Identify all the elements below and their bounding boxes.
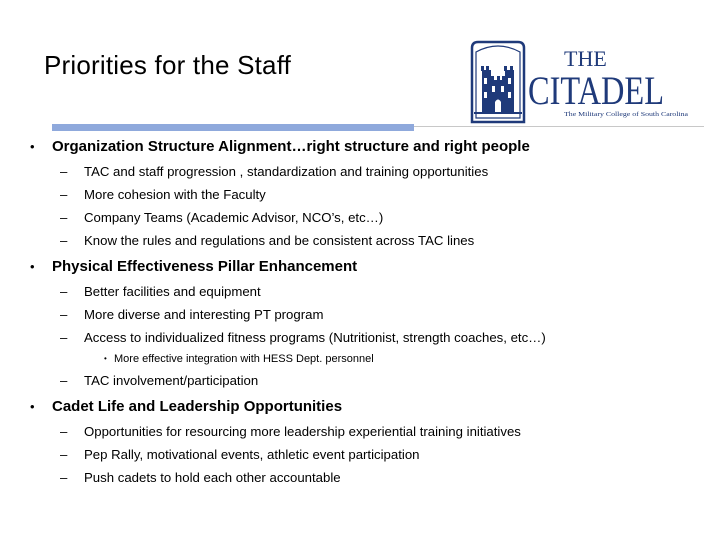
list-item [24,443,704,466]
dash-icon: – [60,330,68,345]
list-item-text: Push cadets to hold each other accountable [84,470,341,485]
dash-icon: – [60,470,68,485]
list-item [24,229,704,252]
list-item [24,420,704,443]
list-item-text: Access to individualized fitness programs (Nutritionist, strength coaches, etc…) [84,330,546,345]
dash-icon: – [60,164,68,179]
section-heading [24,256,704,278]
list-item-text: More diverse and interesting PT program [84,307,324,322]
dash-icon: – [60,424,68,439]
logo-tagline-text: The Military College of South Carolina [564,111,689,118]
citadel-logo [468,40,708,124]
list-item-text: Pep Rally, motivational events, athletic event participation [84,447,420,462]
section-heading [24,136,704,158]
dash-icon: – [60,284,68,299]
title-underline-blue [52,124,414,131]
sub-list-item-text: More effective integration with HESS Dept. personnel [114,353,374,365]
list-item-text: Company Teams (Academic Advisor, NCO’s, etc…) [84,210,384,225]
list-item [24,466,704,489]
dash-icon: – [60,233,68,248]
citadel-building-icon [472,42,524,122]
sub-list-item [24,349,704,369]
section-heading [24,396,704,418]
section-heading-text: Cadet Life and Leadership Opportunities [52,398,343,415]
list-item [24,280,704,303]
list-item [24,326,704,349]
logo-the-text: THE [564,46,607,71]
bullet-icon: • [30,259,35,274]
section-heading-text: Physical Effectiveness Pillar Enhancement [52,258,358,275]
dash-icon: – [60,210,68,225]
list-item [24,369,704,392]
slide-body [24,136,704,489]
list-item-text: TAC and staff progression , standardization and training opportunities [84,164,489,179]
bullet-icon: • [104,354,107,363]
list-item-text: Better facilities and equipment [84,284,261,299]
list-item [24,160,704,183]
dash-icon: – [60,307,68,322]
dash-icon: – [60,447,68,462]
bullet-icon: • [30,139,35,154]
list-item [24,183,704,206]
dash-icon: – [60,373,68,388]
list-item-text: Know the rules and regulations and be consistent across TAC lines [84,233,475,248]
title-underline-grey [414,126,704,127]
logo-citadel-text: CITADEL [528,68,664,113]
list-item-text: TAC involvement/participation [84,373,259,388]
list-item [24,206,704,229]
section-heading-text: Organization Structure Alignment…right structure and right people [52,138,530,155]
dash-icon: – [60,187,68,202]
list-item-text: Opportunities for resourcing more leadership experiential training initiatives [84,424,521,439]
slide-title: Priorities for the Staff [44,50,292,80]
list-item [24,303,704,326]
list-item-text: More cohesion with the Faculty [84,187,266,202]
bullet-icon: • [30,399,35,414]
